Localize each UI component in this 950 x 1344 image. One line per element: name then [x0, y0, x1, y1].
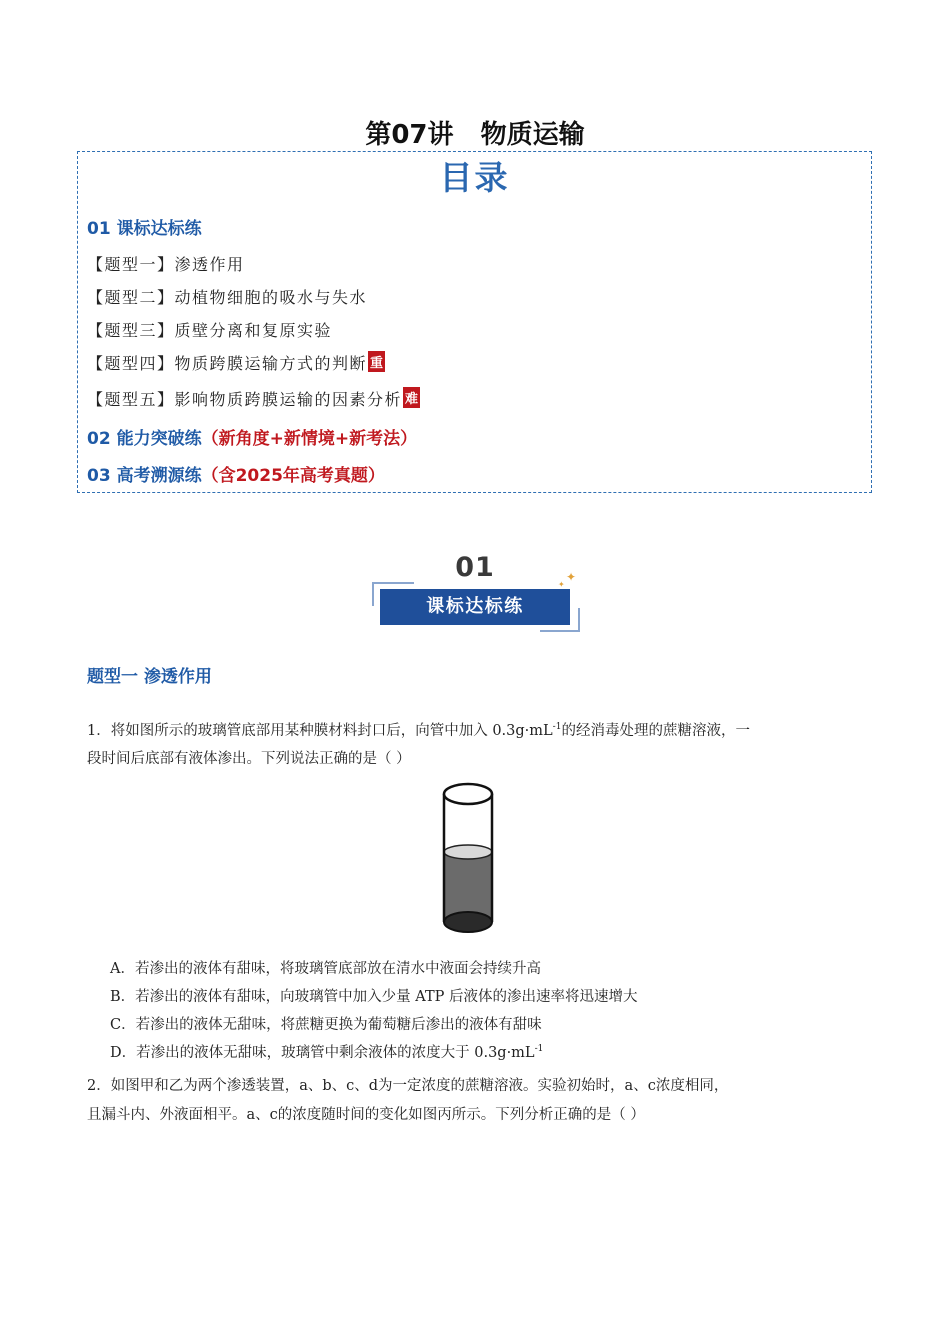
liquid-surface	[444, 845, 492, 859]
toc-section-num: 01	[87, 219, 111, 239]
document-title: 第07讲 物质运输	[365, 120, 585, 150]
section-banner-label: 课标达标练	[426, 596, 524, 617]
question-2-line-2: 且漏斗内、外液面相平。a、c的浓度随时间的变化如图丙所示。下列分析正确的是（ ）	[87, 1107, 645, 1123]
option-a[interactable]: A．若渗出的液体有甜味，将玻璃管底部放在清水中液面会持续升高	[110, 961, 541, 977]
toc-item-type5[interactable]	[87, 387, 420, 410]
superscript: -1	[534, 1044, 544, 1055]
toc-item-type3[interactable]	[87, 318, 332, 341]
sparkle-icon: ✦	[566, 570, 577, 584]
tube-bottom-membrane	[444, 912, 492, 932]
key-point-badge: 重	[368, 351, 385, 372]
difficult-badge: 难	[403, 387, 420, 408]
option-text: D．若渗出的液体无甜味，玻璃管中剩余液体的浓度大于 0.3g·mL	[110, 1045, 535, 1061]
question-1-line-2: 段时间后底部有液体渗出。下列说法正确的是（ ）	[87, 751, 411, 767]
toc-section-02[interactable]	[87, 424, 417, 449]
toc-item-label: 【题型一】渗透作用	[87, 255, 245, 274]
toc-item-label: 【题型五】影响物质跨膜运输的因素分析	[87, 390, 403, 409]
toc-item-label: 【题型四】物质跨膜运输方式的判断	[87, 354, 368, 373]
option-d[interactable]	[110, 1041, 543, 1062]
toc-section-03[interactable]	[87, 461, 385, 486]
option-b[interactable]: B．若渗出的液体有甜味，向玻璃管中加入少量 ATP 后液体的渗出速率将迅速增大	[110, 989, 638, 1005]
tube-opening	[444, 784, 492, 804]
toc-section-extra: （含2025年高考真题）	[201, 466, 385, 486]
toc-section-01[interactable]	[87, 214, 202, 239]
question-type-heading: 题型一 渗透作用	[87, 667, 212, 687]
question-text: 1．将如图所示的玻璃管底部用某种膜材料封口后，向管中加入 0.3g·mL	[87, 723, 553, 739]
toc-item-type2[interactable]	[87, 285, 367, 308]
question-1-line-1	[87, 719, 750, 740]
toc-item-type1[interactable]	[87, 252, 245, 275]
question-text: 的经消毒处理的蔗糖溶液，一	[561, 723, 750, 739]
section-banner-number: 01	[455, 552, 495, 583]
toc-item-label: 【题型二】动植物细胞的吸水与失水	[87, 288, 368, 307]
toc-section-label: 高考溯源练	[116, 466, 202, 486]
toc-section-label: 课标达标练	[116, 219, 202, 239]
sparkle-icon: ✦	[558, 580, 565, 589]
toc-section-num: 02	[87, 429, 111, 449]
toc-item-label: 【题型三】质壁分离和复原实验	[87, 321, 333, 340]
glass-tube-figure	[438, 780, 498, 936]
option-c[interactable]: C．若渗出的液体无甜味，将蔗糖更换为葡萄糖后渗出的液体有甜味	[110, 1017, 542, 1033]
toc-section-label: 能力突破练	[116, 429, 202, 449]
superscript: -1	[552, 722, 562, 733]
toc-section-num: 03	[87, 466, 111, 486]
toc-item-type4[interactable]	[87, 351, 385, 374]
toc-section-extra: （新角度+新情境+新考法）	[201, 429, 418, 449]
toc-heading: 目录	[439, 158, 510, 197]
question-2-line-1: 2．如图甲和乙为两个渗透装置，a、b、c、d为一定浓度的蔗糖溶液。实验初始时，a、c浓度相同，	[87, 1078, 729, 1094]
